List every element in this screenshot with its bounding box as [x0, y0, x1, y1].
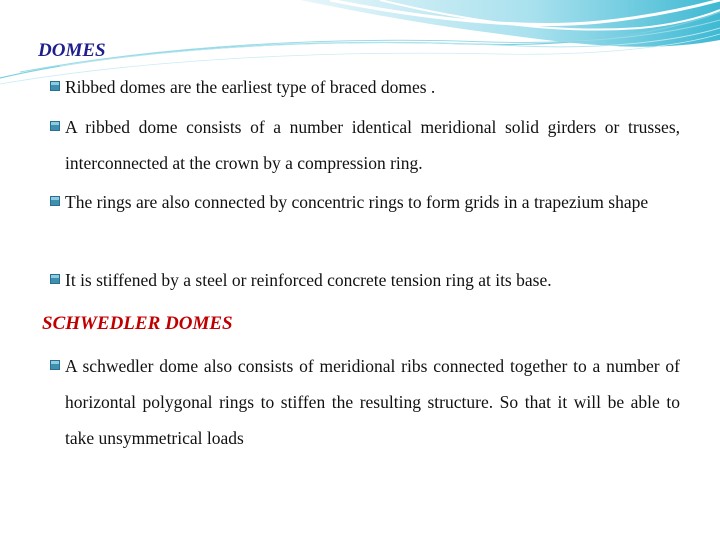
bullet-text: A ribbed dome consists of a number identical meridional solid girders or trusses, interconnected at the crown by a compression ring. [65, 117, 680, 173]
square-bullet-icon [50, 196, 60, 206]
bullet-text: Ribbed domes are the earliest type of braced domes . [65, 77, 436, 97]
square-bullet-icon [50, 360, 60, 370]
square-bullet-icon [50, 121, 60, 131]
bullet-item [50, 109, 680, 181]
section-heading-schwedler-domes: SCHWEDLER DOMES [42, 313, 233, 334]
bullet-item [50, 348, 680, 456]
bullet-text: It is stiffened by a steel or reinforced concrete tension ring at its base. [65, 270, 552, 290]
bullet-item [50, 262, 680, 298]
bullet-item [50, 184, 680, 220]
bullet-text: The rings are also connected by concentric rings to form grids in a trapezium shape [65, 192, 649, 212]
bullet-text: A schwedler dome also consists of meridional ribs connected together to a number of horizontal polygonal rings to stiffen the resulting structure. So that it will be able to take unsymmetrical loads [65, 356, 680, 448]
section-heading-domes: DOMES [38, 40, 106, 61]
bullet-item [50, 69, 680, 105]
square-bullet-icon [50, 274, 60, 284]
square-bullet-icon [50, 81, 60, 91]
